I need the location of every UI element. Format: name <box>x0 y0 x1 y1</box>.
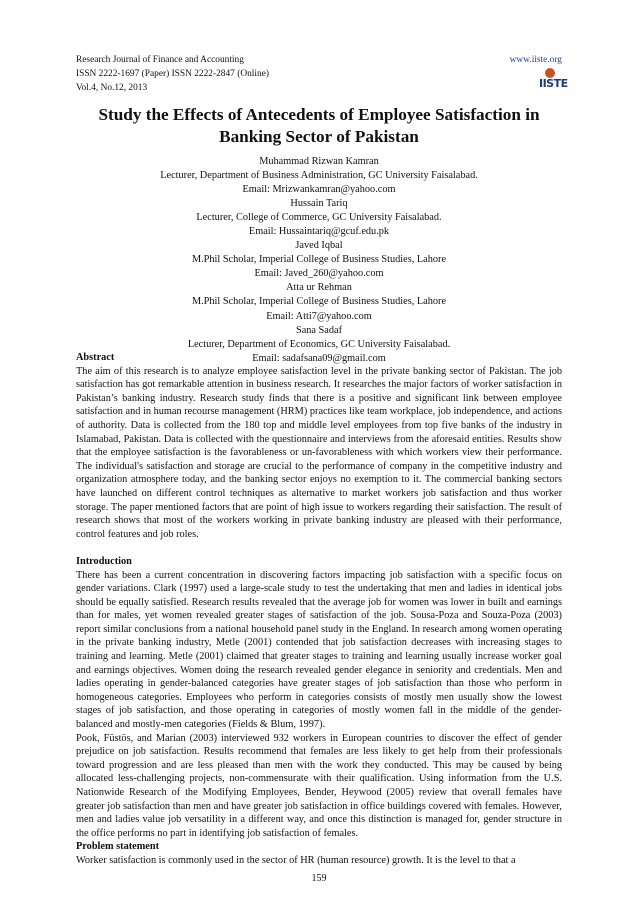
problem-statement-text: Worker satisfaction is commonly used in the sector of HR (human resource) growth. It is the level to that a <box>76 854 516 866</box>
author-line: Lecturer, Department of Business Administration, GC University Faisalabad. <box>160 170 478 182</box>
journal-issn: ISSN 2222-1697 (Paper) ISSN 2222-2847 (Online) <box>76 69 269 79</box>
author-line: Sana Sadaf <box>295 324 343 336</box>
author-line: Muhammad Rizwan Kamran <box>259 156 379 167</box>
introduction-heading: Introduction <box>76 555 132 567</box>
author-line: Email: Javed_260@yahoo.com <box>254 268 384 280</box>
author-line: Email: Atti7@yahoo.com <box>266 310 372 322</box>
author-line: Javed Iqbal <box>295 240 343 252</box>
introduction-paragraph: There has been a current concentration in discovering factors impacting job satisfaction with a specific focus on gender variations. Clark (1997) used a large-scale study to test the undertaking that men and ladies in identical jobs should be equally satisfied. Research results revealed that the average job for women was lower in built and earnings than for males, yet women revealed greater stages of satisfaction of the job. Sousa-Poza and Souza-Poza (2003) report similar conclusions from a national household panel study in the England. In research among women operating in the private banking industry, Metle (2001) contended that job satisfaction decreases with increasing stages to training and learning. Metle (2001) claimed that greater stages to training and learning usually increase worker goal and earnings objectives. Women doing the research revealed gender elegance in seniority and credentials. Men and ladies operating in gender-balanced categories have greater stages of job satisfaction than those who perform in homogeneous categories. Employees who perform in categories consists of mostly men usually show the lowest stages of job satisfaction, and those operating in categories of mostly women fall in the middle of the gender-balanced and mostly-men categories (Fields & Blum, 1997). <box>76 569 562 731</box>
author-line: Email: Mrizwankamran@yahoo.com <box>242 184 396 196</box>
page-number: 159 <box>311 873 327 884</box>
problem-statement-heading: Problem statement <box>76 841 160 853</box>
journal-header <box>76 53 568 95</box>
author-line: Email: Hussaintariq@gcuf.edu.pk <box>248 226 390 238</box>
author-line: Atta ur Rehman <box>286 282 352 294</box>
author-line: M.Phil Scholar, Imperial College of Business Studies, Lahore <box>191 254 447 266</box>
logo-text: IISTE <box>539 77 568 90</box>
author-line: Lecturer, Department of Economics, GC University Faisalabad. <box>187 338 451 350</box>
abstract-heading: Abstract <box>76 352 115 363</box>
author-block <box>76 155 562 366</box>
paper-title <box>80 104 558 148</box>
paper-body <box>76 351 562 868</box>
journal-website-link[interactable]: www.iiste.org <box>509 55 562 65</box>
author-line: Email: sadafsana09@gmail.com <box>252 352 386 364</box>
author-line: Lecturer, College of Commerce, GC University Faisalabad. <box>196 212 442 224</box>
paper-title-line: Banking Sector of Pakistan <box>219 127 419 146</box>
paper-title-line: Study the Effects of Antecedents of Employee Satisfaction in <box>98 105 540 124</box>
introduction-paragraph: Pook, Füstös, and Marian (2003) interviewed 932 workers in European countries to discover the effect of gender prejudice on job satisfaction. Results recommend that females are less likely to get help from their professionals toward progression and are less pleased than men with the work they conducted. This may be caused by being allocated less-challenging projects, non-commensurate with their qualification. Using information from the U.S. Nationwide Research of the Modifying Employees, Bender, Heywood (2005) review that overall females have greater job satisfaction than men and have greater job satisfaction in office buildings covered with females. However, men and ladies value job versatility in a different way, and once this distinction is managed for, gender structure in the office performs no part in identifying job satisfaction of females. <box>76 732 562 839</box>
journal-volume: Vol.4, No.12, 2013 <box>76 83 148 93</box>
journal-name: Research Journal of Finance and Accounting <box>76 55 244 65</box>
author-line: M.Phil Scholar, Imperial College of Business Studies, Lahore <box>191 296 447 308</box>
abstract-text: The aim of this research is to analyze employee satisfaction level in the private banking sector of Pakistan. The job satisfaction has got remarkable attention in business research. It researches the major factors of worker satisfaction in Pakistan’s banking industry. Research study finds that there is a positive and significant link between employee satisfaction and in human recourse management (HRM) practices like team workplace, job independence, and actions of authority. Data is collected from the 180 top and middle level employees from top five banks of the industry in Islamabad, Pakistan. Data is collected with the questionnaire and interviews from the aforesaid entities. Results show that the employee satisfaction is the favorableness or un-favorableness with which workers view their performance. The individual's satisfaction and storage are crucial to the performance of company in the competitive industry and organization atmosphere today, and the banking sector enjoys no exemption to it. The commercial banking sectors have launched on different control techniques as alternative to market workers job satisfaction and thus worker storage. The paper mentioned factors that are point of high issue to workers regarding their satisfaction. The result of research shows that most of the workers working in private banking industry are pleased with their performance, control features and job roles. <box>76 365 562 540</box>
author-line: Hussain Tariq <box>290 198 348 210</box>
iiste-logo <box>539 68 568 94</box>
